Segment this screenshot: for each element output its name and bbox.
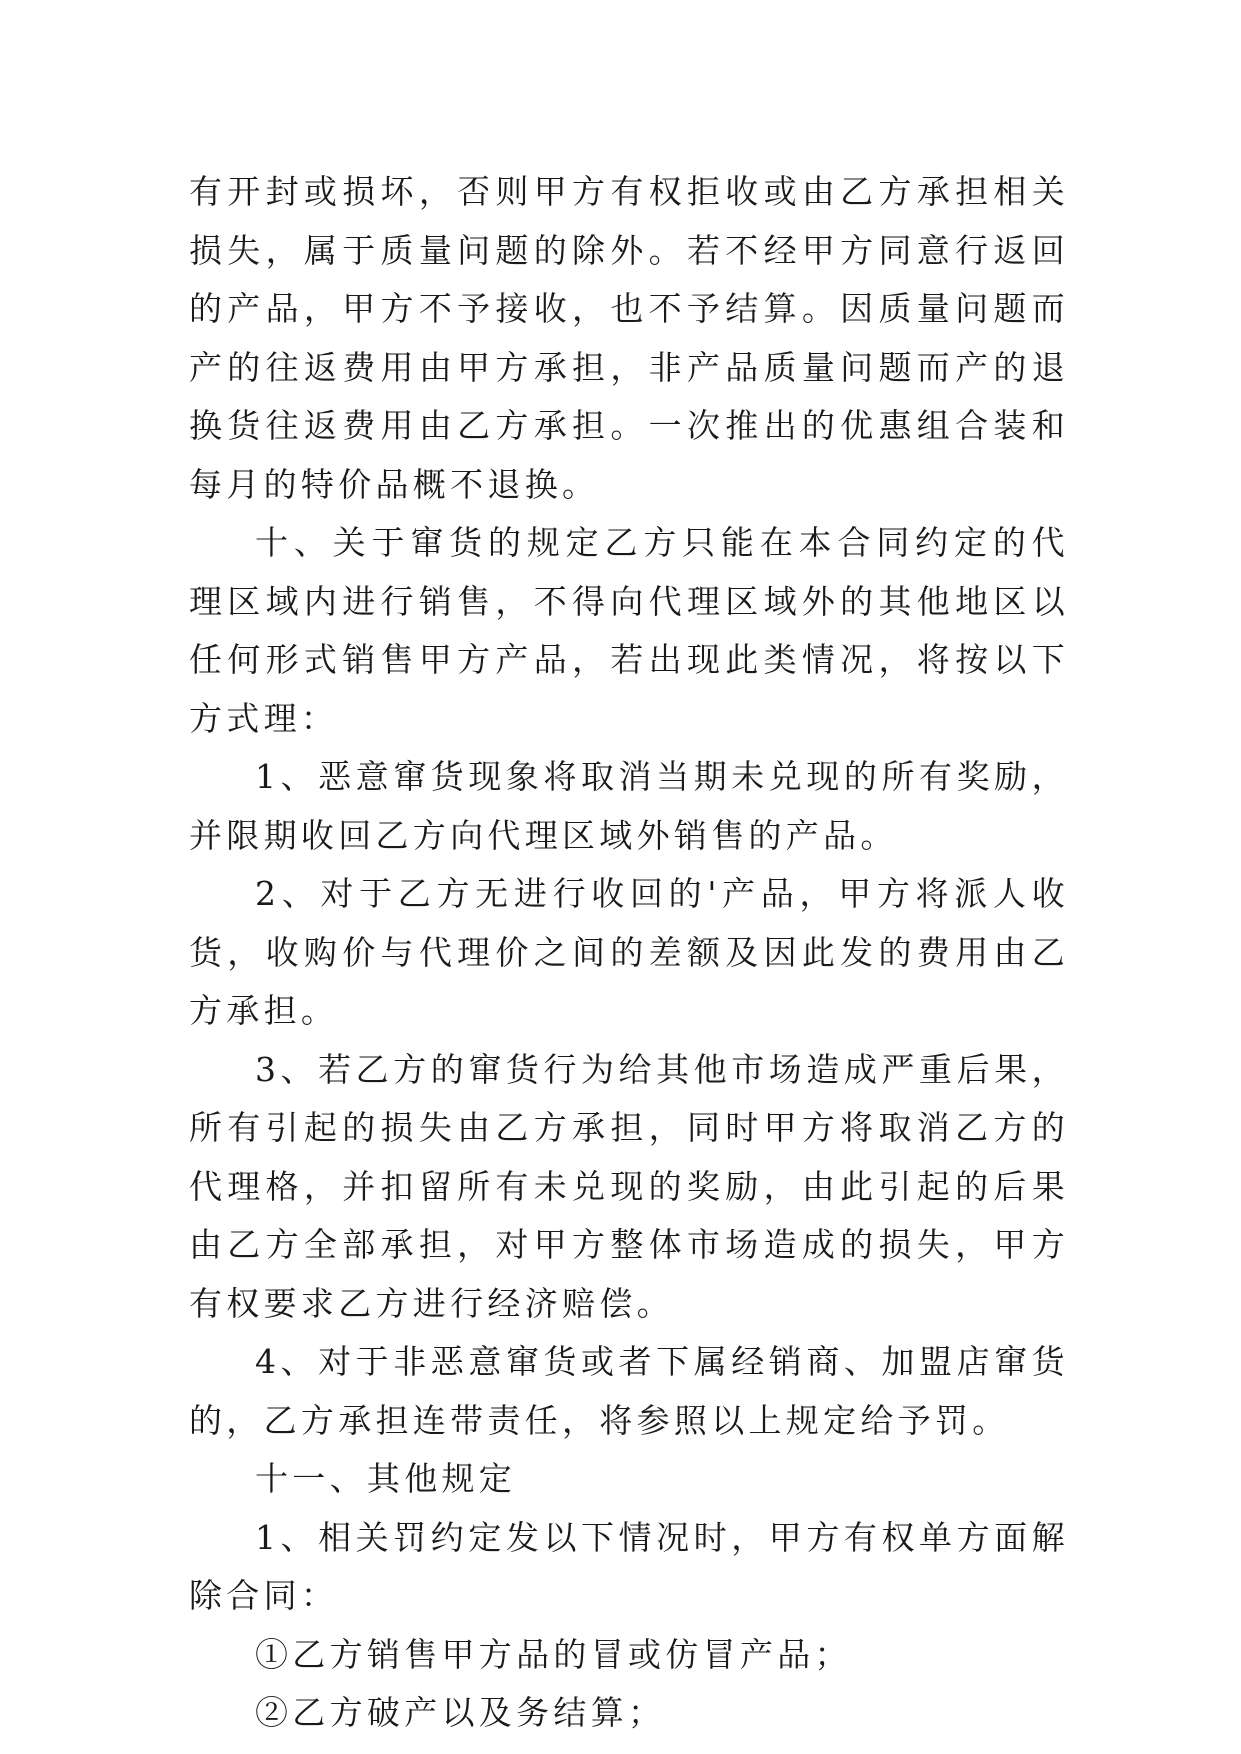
- paragraph-section-10-item-4: 4、对于非恶意窜货或者下属经销商、加盟店窜货的，乙方承担连带责任，将参照以上规定给予罚。: [189, 1342, 1069, 1440]
- paragraph-section-11-item-1-a: ①乙方销售甲方品的冒或仿冒产品；: [255, 1634, 852, 1674]
- document-body: [189, 163, 1069, 1743]
- paragraph-section-10-heading: 十、关于窜货的规定乙方只能在本合同约定的代理区域内进行销售，不得向代理区域外的其他地区以任何形式销售甲方产品，若出现此类情况，将按以下方式理：: [189, 523, 1069, 738]
- paragraph-section-10-item-2: 2、对于乙方无进行收回的'产品，甲方将派人收货，收购价与代理价之间的差额及因此发的费用由乙方承担。: [189, 874, 1069, 1030]
- paragraph-section-11-item-1: 1、相关罚约定发以下情况时，甲方有权单方面解除合同：: [189, 1517, 1069, 1615]
- paragraph-section-11-heading: 十一、其他规定: [255, 1459, 517, 1498]
- paragraph-section-10-item-3: 3、若乙方的窜货行为给其他市场造成严重后果，所有引起的损失由乙方承担，同时甲方将取消乙方的代理格，并扣留所有未兑现的奖励，由此引起的后果由乙方全部承担，对甲方整体市场造成的损失，甲方有权要求乙方进行经济赔偿。: [189, 1049, 1069, 1323]
- paragraph-continuation: 有开封或损坏，否则甲方有权拒收或由乙方承担相关损失，属于质量问题的除外。若不经甲方同意行返回的产品，甲方不予接收，也不予结算。因质量问题而产的往返费用由甲方承担，非产品质量问题而产的退换货往返费用由乙方承担。一次推出的优惠组合装和每月的特价品概不退换。: [189, 172, 1069, 504]
- paragraph-section-11-item-1-b: ②乙方破产以及务结算；: [255, 1693, 666, 1732]
- paragraph-section-10-item-1: 1、恶意窜货现象将取消当期未兑现的所有奖励，并限期收回乙方向代理区域外销售的产品。: [189, 757, 1069, 855]
